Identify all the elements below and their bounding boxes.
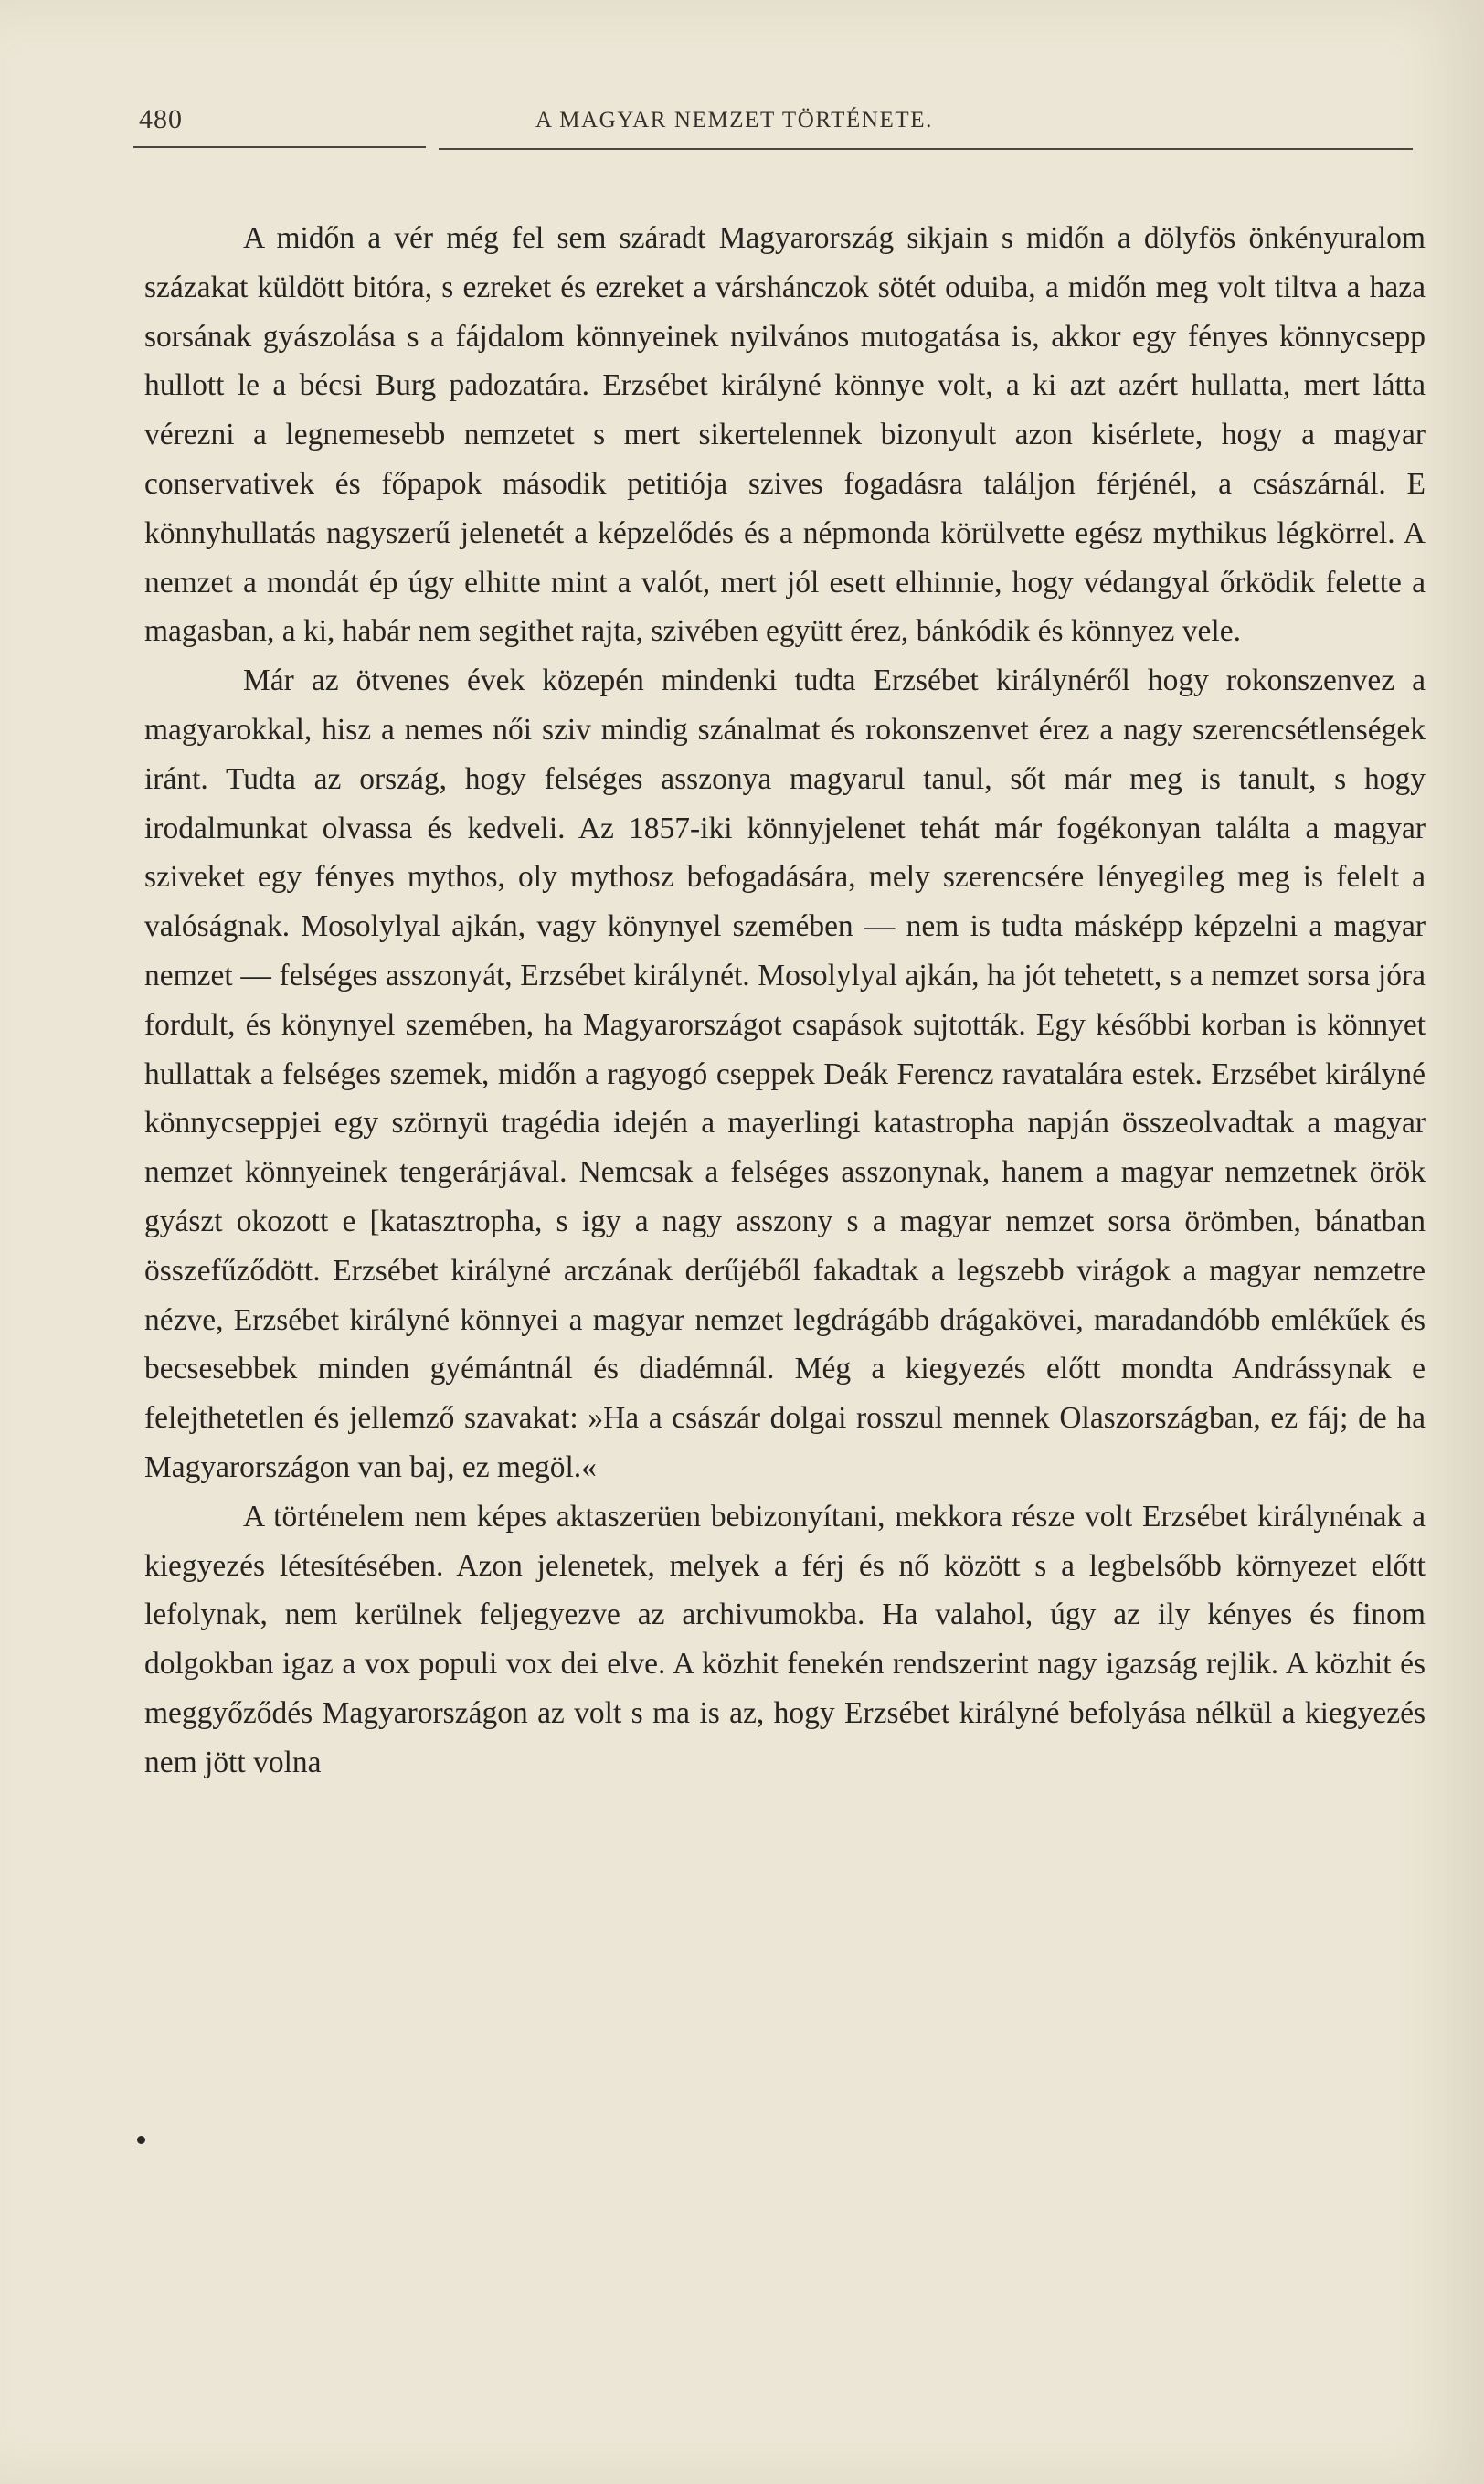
paragraph: Már az ötvenes évek közepén mindenki tudta Erzsébet királynéről hogy rokonszenvez a magyarokkal, hisz a nemes női sziv mindig szánalmat és rokonszenvet érez a nagy szerencsétlenségek iránt. Tudta az ország, hogy felséges asszonya magyarul tanul, sőt már meg is tanult, s hogy irodalmunkat olvassa és kedveli. Az 1857-iki könnyjelenet tehát már fogékonyan találta a magyar sziveket egy fényes mythos, oly mythosz befogadására, mely szerencsére lényegileg meg is felelt a valóságnak. Mosolylyal ajkán, vagy könynyel szemében — nem is tudta másképp képzelni a magyar nemzet — felséges asszonyát, Erzsébet királynét. Mosolylyal ajkán, ha jót tehetett, s a nemzet sorsa jóra fordult, és könynyel szemében, ha Magyarországot csapások sujtották. Egy későbbi korban is könnyet hullattak a felséges szemek, midőn a ragyogó cseppek Deák Ferencz ravatalára estek. Erzsébet királyné könnycseppjei egy szörnyü tragédia idején a mayerlingi katastropha napján összeolvadtak a magyar nemzet könnyeinek tengerárjával. Nemcsak a felséges asszonynak, hanem a magyar nemzetnek örök gyászt okozott e [katasztropha, s igy a nagy asszony s a magyar nemzet sorsa örömben, bánatban összefűződött. Erzsébet királyné arczának derűjéből fakadtak a legszebb virágok a magyar nemzetre nézve, Erzsébet királyné könnyei a magyar nemzet legdrágább drágakövei, maradandóbb emlékűek és becsesebbek minden gyémántnál és diadémnál. Még a kiegyezés előtt mondta Andrássynak e felejthetetlen és jellemző szavakat: »Ha a császár dolgai rosszul mennek Olaszországban, ez fáj; de ha Magyarországon van baj, ez megöl.«	[144, 663, 1426, 1484]
ink-speck	[137, 2136, 145, 2144]
running-title: A MAGYAR NEMZET TÖRTÉNETE.	[535, 108, 933, 133]
header-rule	[439, 148, 1413, 150]
header-rule	[133, 146, 426, 148]
body-text	[144, 214, 1426, 1788]
paragraph: A történelem nem képes aktaszerüen bebizonyítani, mekkora része volt Erzsébet királynénak a kiegyezés létesítésében. Azon jelenetek, melyek a férj és nő között s a legbelsőbb környezet előtt lefolynak, nem kerülnek feljegyezve az archivumokba. Ha valahol, úgy az ily kényes és finom dolgokban igaz a vox populi vox dei elve. A közhit fenekén rendszerint nagy igazság rejlik. A közhit és meggyőződés Magyarországon az volt s ma is az, hogy Erzsébet királyné befolyása nélkül a kiegyezés nem jött volna	[144, 1499, 1426, 1779]
page-header	[133, 99, 1413, 144]
page-number: 480	[139, 104, 183, 134]
paragraph: A midőn a vér még fel sem száradt Magyarország sikjain s midőn a dölyfös önkényuralom százakat küldött bitóra, s ezreket és ezreket a várshánczok sötét oduiba, a midőn meg volt tiltva a haza sorsának gyászolása s a fájdalom könnyeinek nyilvános mutogatása is, akkor egy fényes könnycsepp hullott le a bécsi Burg padozatára. Erzsébet királyné könnye volt, a ki azt azért hullatta, mert látta vérezni a legnemesebb nemzetet s mert sikertelennek bizonyult azon kisérlete, hogy a magyar conservativek és főpapok második petitiója szives fogadásra találjon férjénél, a császárnál. E könnyhullatás nagyszerű jelenetét a képzelődés és a népmonda körülvette egész mythikus légkörrel. A nemzet a mondát ép úgy elhitte mint a valót, mert jól esett elhinnie, hogy védangyal őrködik felette a magasban, a ki, habár nem segithet rajta, szivében együtt érez, bánkódik és könnyez vele.	[144, 221, 1426, 649]
